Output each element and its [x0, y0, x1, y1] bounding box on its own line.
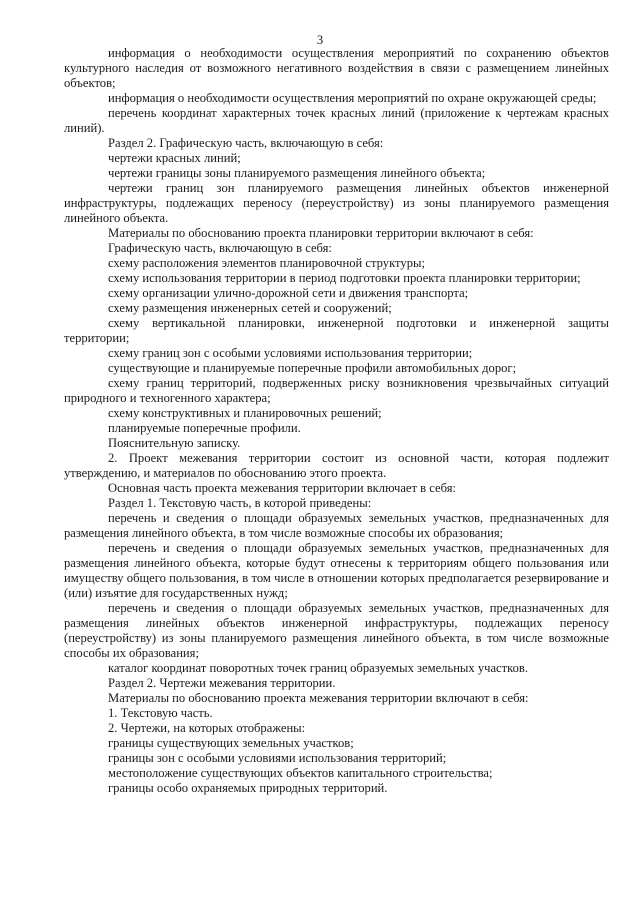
paragraph: Основная часть проекта межевания территории включает в себя:	[108, 481, 456, 495]
paragraph: перечень и сведения о площади образуемых земельных участков, предназначенных для размещения линейных объектов инженерной инфраструктуры, подлежащих переносу (переустройству) из зоны планируемого размещения линейного объекта, в том числе возможные способы их образования;	[64, 601, 609, 660]
paragraph: Материалы по обоснованию проекта межевания территории включают в себя:	[108, 691, 529, 705]
paragraph: схему границ зон с особыми условиями использования территории;	[108, 346, 473, 360]
paragraph: местоположение существующих объектов капитального строительства;	[108, 766, 493, 780]
paragraph: перечень и сведения о площади образуемых земельных участков, предназначенных для размещения линейного объекта, которые будут отнесены к территориям общего пользования или имуществу общего пользования, в том числе в отношении которых предполагается резервирование и (или) изъятие для государственных нужд;	[64, 541, 609, 600]
paragraph: перечень и сведения о площади образуемых земельных участков, предназначенных для размещения линейного объекта, в том числе возможные способы их образования;	[64, 511, 609, 540]
paragraph: чертежи красных линий;	[108, 151, 241, 165]
paragraph: схему размещения инженерных сетей и сооружений;	[108, 301, 392, 315]
page-number: 3	[316, 33, 324, 47]
paragraph: схему использования территории в период подготовки проекта планировки территории;	[108, 271, 581, 285]
paragraph: границы зон с особыми условиями использования территорий;	[108, 751, 447, 765]
paragraph: схему организации улично-дорожной сети и движения транспорта;	[108, 286, 469, 300]
document-body	[64, 46, 609, 796]
paragraph: существующие и планируемые поперечные профили автомобильных дорог;	[108, 361, 517, 375]
paragraph: 2. Проект межевания территории состоит из основной части, которая подлежит утверждению, и материалов по обоснованию этого проекта.	[64, 451, 609, 480]
paragraph: схему расположения элементов планировочной структуры;	[108, 256, 425, 270]
paragraph: границы существующих земельных участков;	[108, 736, 354, 750]
paragraph: чертежи границ зон планируемого размещения линейных объектов инженерной инфраструктуры, подлежащих переносу (переустройству) из зоны планируемого размещения линейного объекта.	[64, 181, 609, 225]
paragraph: планируемые поперечные профили.	[108, 421, 301, 435]
paragraph: Графическую часть, включающую в себя:	[108, 241, 332, 255]
paragraph: Пояснительную записку.	[108, 436, 241, 450]
paragraph: Материалы по обоснованию проекта планировки территории включают в себя:	[108, 226, 534, 240]
paragraph: границы особо охраняемых природных территорий.	[108, 781, 388, 795]
section-heading: Раздел 2. Графическую часть, включающую в себя:	[108, 136, 384, 150]
paragraph: схему границ территорий, подверженных риску возникновения чрезвычайных ситуаций природного и техногенного характера;	[64, 376, 609, 405]
section-heading: Раздел 2. Чертежи межевания территории.	[108, 676, 336, 690]
section-heading: Раздел 1. Текстовую часть, в которой приведены:	[108, 496, 372, 510]
paragraph: чертежи границы зоны планируемого размещения линейного объекта;	[108, 166, 486, 180]
paragraph: информация о необходимости осуществления мероприятий по сохранению объектов культурного наследия от возможного негативного воздействия в связи с размещением линейных объектов;	[64, 46, 609, 90]
paragraph: 1. Текстовую часть.	[108, 706, 213, 720]
paragraph: схему конструктивных и планировочных решений;	[108, 406, 382, 420]
paragraph: схему вертикальной планировки, инженерной подготовки и инженерной защиты территории;	[64, 316, 609, 345]
paragraph: 2. Чертежи, на которых отображены:	[108, 721, 306, 735]
paragraph: информация о необходимости осуществления мероприятий по охране окружающей среды;	[108, 91, 597, 105]
paragraph: перечень координат характерных точек красных линий (приложение к чертежам красных линий).	[64, 106, 609, 135]
paragraph: каталог координат поворотных точек границ образуемых земельных участков.	[108, 661, 529, 675]
